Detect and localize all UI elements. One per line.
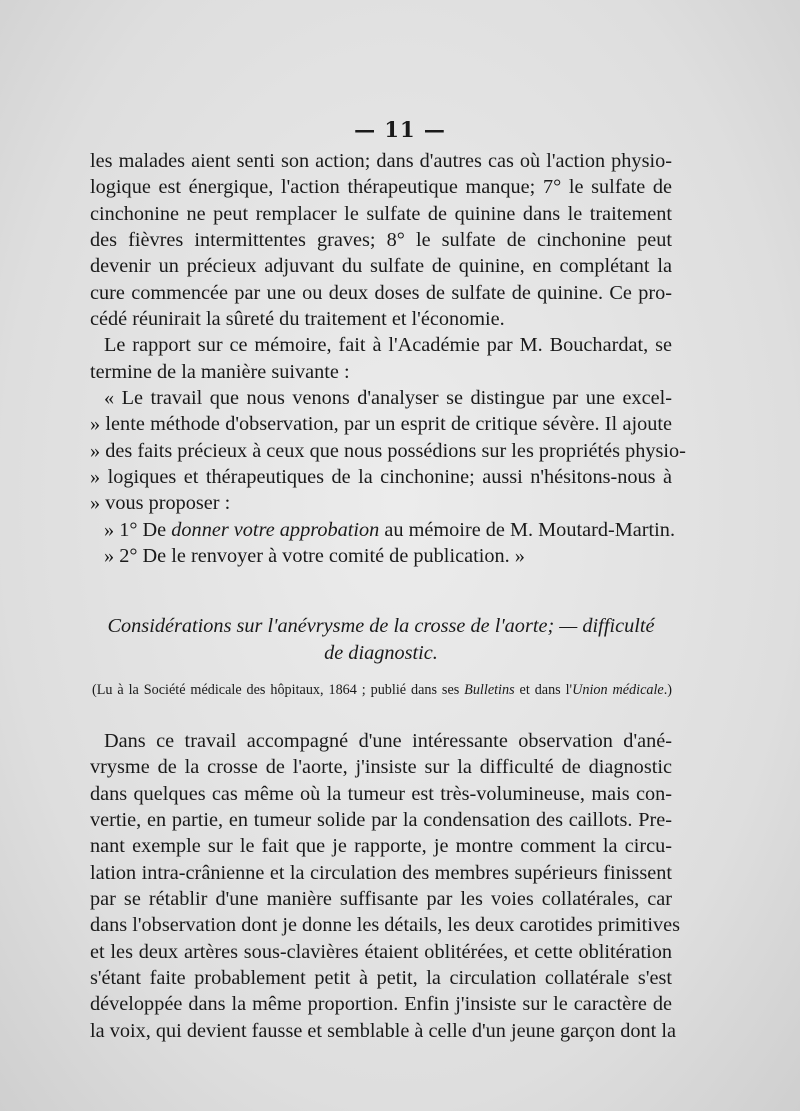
text-line: vrysme de la crosse de l'aorte, j'insiste sur la difficulté de diagnostic [90,756,672,779]
text-line: logique est énergique, l'action thérapeutique manque; 7° le sulfate de [90,176,672,199]
text-line: et les deux artères sous-clavières étaient oblitérées, et cette oblitération [90,940,672,963]
section-title-line-1: Considérations sur l'anévrysme de la crosse de l'aorte; — difficulté [107,615,655,637]
text-line: vertie, en partie, en tumeur solide par la condensation des caillots. Pre- [90,809,672,832]
quote-line: « Le travail que nous venons d'analyser se distingue par une excel- [104,387,672,410]
section-title [90,613,672,667]
text-line: la voix, qui devient fausse et semblable à celle d'un jeune garçon dont la [90,1019,676,1042]
text-line: nant exemple sur le fait que je rapporte, je montre comment la circu- [90,835,672,858]
text-line: développée dans la même proportion. Enfin j'insiste sur le caractère de [90,993,672,1016]
quote-line: » des faits précieux à ceux que nous possédions sur les propriétés physio- [90,439,686,462]
text-line: lation intra-crânienne et la circulation des membres supérieurs finissent [90,861,672,884]
text-line: dans quelques cas même où la tumeur est très-volumineuse, mais con- [90,782,672,805]
body-text-bottom [90,728,680,1044]
text-line: des fièvres intermittentes graves; 8° le sulfate de cinchonine peut [90,229,672,252]
text-line: termine de la manière suivante : [90,360,350,383]
text-line: devenir un précieux adjuvant du sulfate de quinine, en complétant la [90,255,672,278]
body-text-top [90,148,686,570]
quote-line: » vous proposer : [90,492,231,515]
text-line: s'étant faite probablement petit à petit, la circulation collatérale s'est [90,967,672,990]
text-line: cinchonine ne peut remplacer le sulfate de quinine dans le traitement [90,202,672,225]
page-number: — 11 — [354,117,446,142]
quote-line: » logiques et thérapeutiques de la cinchonine; aussi n'hésitons-nous à [90,466,672,489]
text-line: les malades aient senti son action; dans d'autres cas où l'action physio- [90,150,672,172]
text-line: Dans ce travail accompagné d'une intéressante observation d'ané- [104,730,672,752]
text-line: Le rapport sur ce mémoire, fait à l'Académie par M. Bouchardat, se [104,334,672,357]
quote-item-2: » 2° De le renvoyer à votre comité de publication. » [104,545,525,568]
text-line: par se rétablir d'une manière suffisante par les voies collatérales, car [90,888,672,911]
source-note: (Lu à la Société médicale des hôpitaux, 1864 ; publié dans ses Bulletins et dans l'Union médicale.) [92,682,672,698]
section-title-line-2: de diagnostic. [324,642,438,664]
quote-line: » lente méthode d'observation, par un esprit de critique sévère. Il ajoute [90,413,672,436]
quote-item-1: » 1° De donner votre approbation au mémoire de M. Moutard-Martin. [104,518,676,541]
text-line: cure commencée par une ou deux doses de sulfate de quinine. Ce pro- [90,281,672,304]
text-line: dans l'observation dont je donne les détails, les deux carotides primitives [90,914,680,937]
text-line: cédé réunirait la sûreté du traitement et l'économie. [90,308,505,331]
